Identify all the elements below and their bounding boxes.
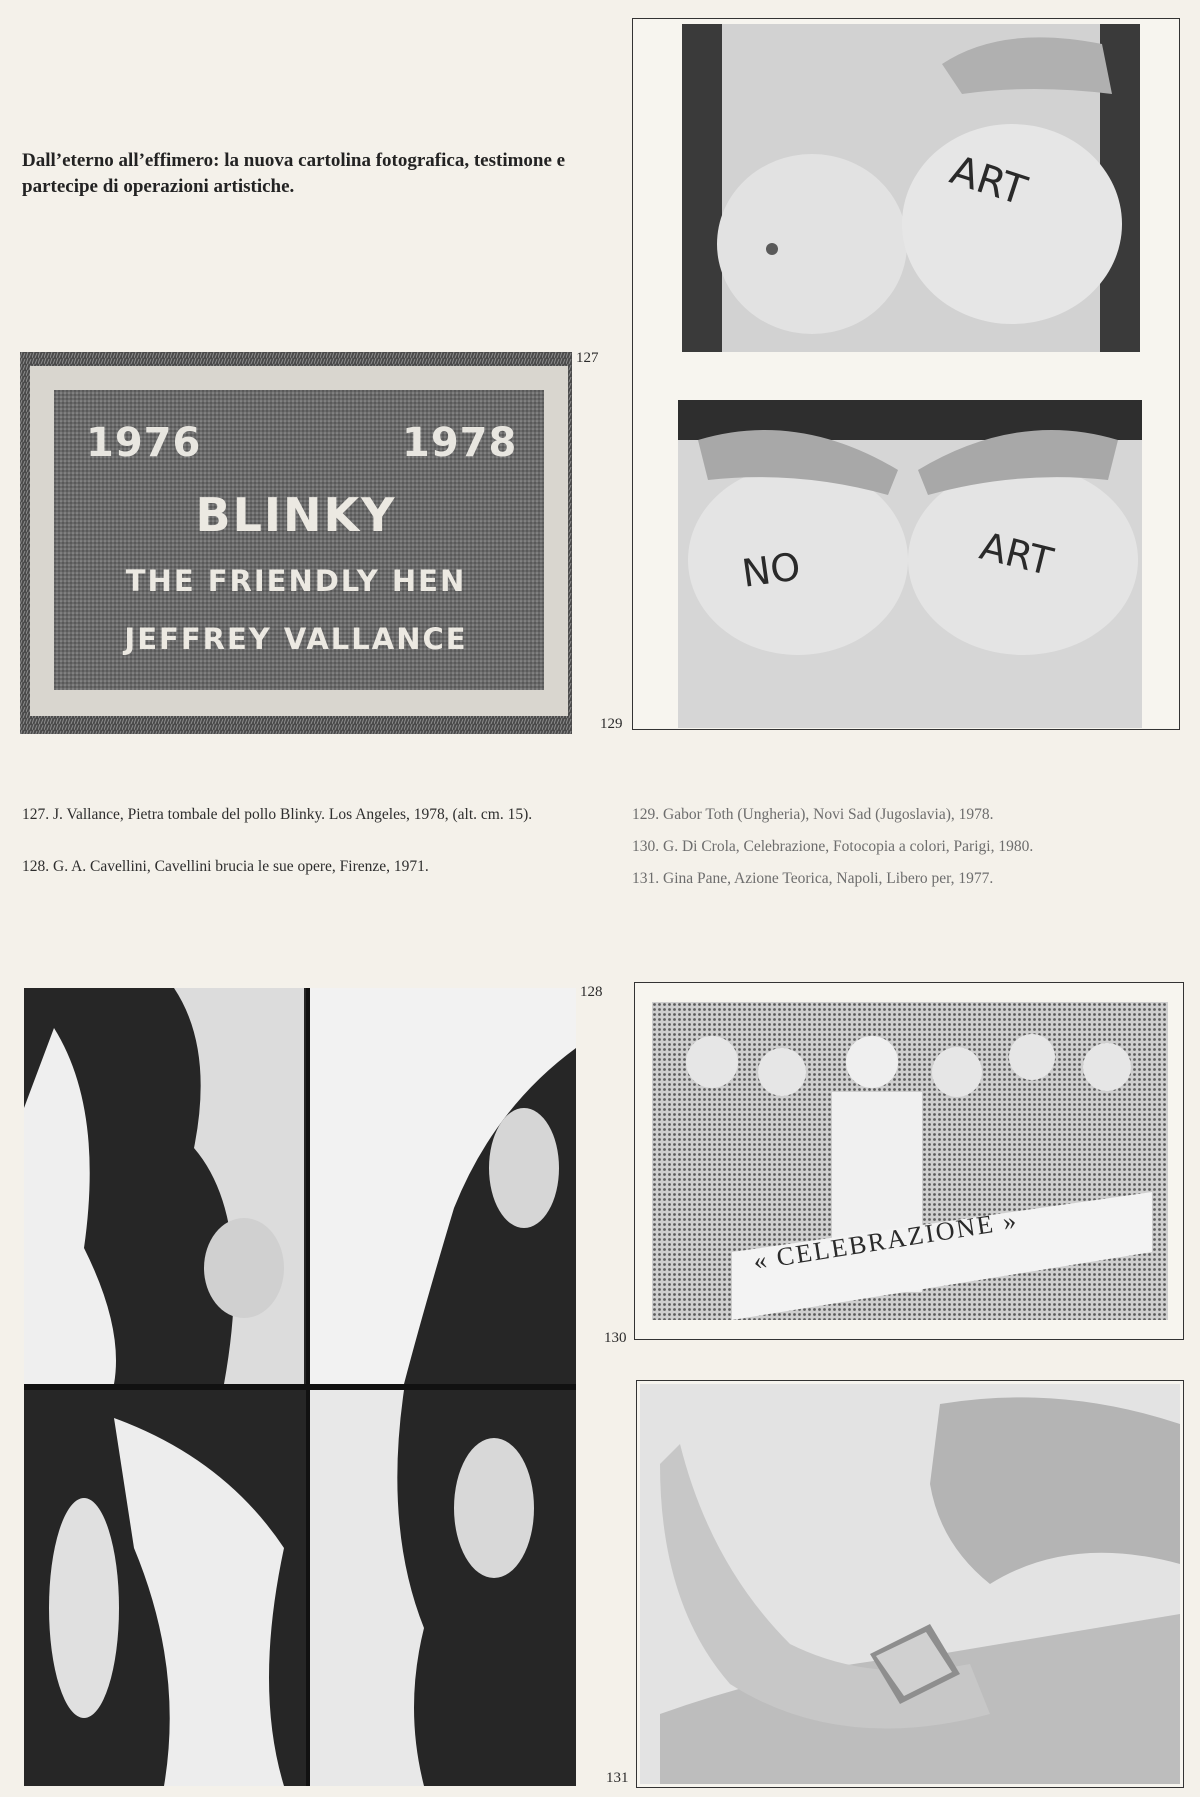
caption-131: 131. Gina Pane, Azione Teorica, Napoli, Libero per, 1977. bbox=[632, 870, 994, 887]
figure-129-photo-upper bbox=[682, 24, 1140, 352]
caption-128: 128. G. A. Cavellini, Cavellini brucia le sue opere, Firenze, 1971. bbox=[22, 858, 429, 875]
figure-128-photo bbox=[24, 988, 576, 1786]
figure-127-number: 127 bbox=[576, 350, 599, 366]
figure-130-number: 130 bbox=[604, 1330, 627, 1346]
plaque-line-3: JEFFREY VALLANCE bbox=[124, 622, 468, 656]
plaque-line-2: THE FRIENDLY HEN bbox=[125, 564, 467, 598]
figure-129-lower-word-left: NO bbox=[739, 544, 804, 596]
plaque-name: BLINKY bbox=[195, 488, 397, 542]
figure-130-photo bbox=[652, 1002, 1168, 1320]
figure-131-number: 131 bbox=[606, 1770, 629, 1786]
figure-131-photo bbox=[640, 1384, 1180, 1784]
figure-129-upper-word: ART bbox=[944, 147, 1032, 215]
caption-130: 130. G. Di Crola, Celebrazione, Fotocopia a colori, Parigi, 1980. bbox=[632, 838, 1034, 855]
figure-129-number: 129 bbox=[600, 716, 623, 732]
figure-129-lower-word-right: ART bbox=[975, 523, 1058, 585]
plaque-year-right: 1978 bbox=[402, 420, 518, 466]
figure-130-banner: « CELEBRAZIONE » bbox=[751, 1205, 1020, 1276]
caption-127: 127. J. Vallance, Pietra tombale del pollo Blinky. Los Angeles, 1978, (alt. cm. 15). bbox=[22, 806, 533, 823]
figure-128-number: 128 bbox=[580, 984, 603, 1000]
caption-129: 129. Gabor Toth (Ungheria), Novi Sad (Jugoslavia), 1978. bbox=[632, 806, 994, 823]
intro-text: Dall’eterno all’effimero: la nuova cartolina fotografica, testimone e partecipe di operazioni artistiche. bbox=[22, 150, 566, 197]
figure-127-photo bbox=[20, 352, 572, 734]
plaque-year-left: 1976 bbox=[86, 420, 202, 466]
